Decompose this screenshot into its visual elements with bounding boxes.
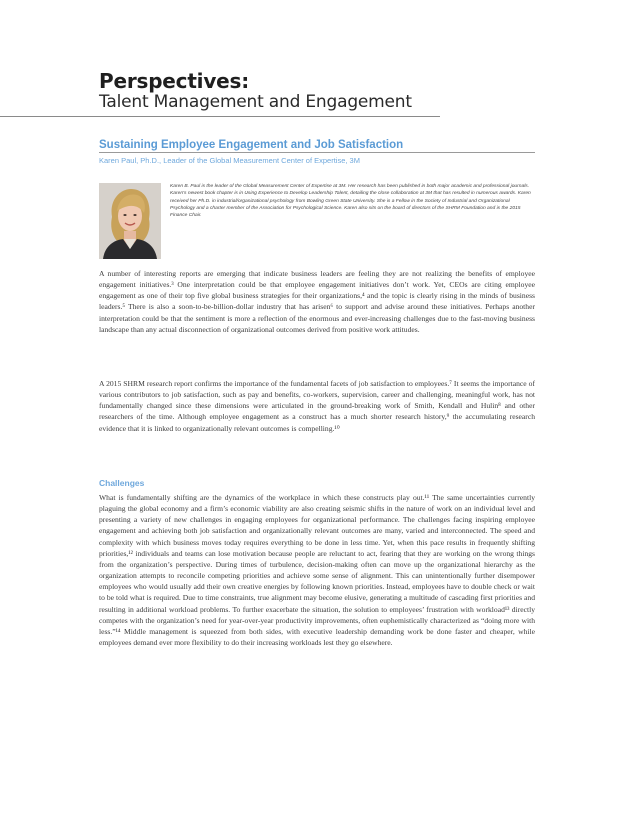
body-paragraph-1: A number of interesting reports are emerging that indicate business leaders are feeling they are not realizing the benefits of employee engagement initiatives.³ One interpretation could be that employee engagement initiatives don’t work. Yet, CEOs are citing employee engagement as one of their top five global business strategies for their organizations,⁴ and the topic is clearly rising in the minds of business leaders.⁵ There is also a soon-to-be-billion-dollar industry that has arisen⁶ to support and advise around these initiatives. Perhaps another interpretation could be that the sentiment is more a reflection of the enormous and ever-increasing challenges due to the fast-moving business landscape than any actual disconnection of organizational outcomes derived from positive work attitudes.: [99, 269, 535, 334]
section-subtitle: Talent Management and Engagement: [99, 92, 412, 112]
challenges-heading: Challenges: [99, 478, 145, 488]
article-title-divider: [99, 152, 535, 153]
author-byline: Karen Paul, Ph.D., Leader of the Global Measurement Center of Expertise, 3M: [99, 156, 360, 165]
author-photo: [99, 183, 161, 259]
challenges-paragraph: What is fundamentally shifting are the dynamics of the workplace in which these constructs play out.¹¹ The same uncertainties currently plaguing the global economy and a firm’s economic viability are also creating seismic shifts in the nature of work on an individual level and presenting a variety of new challenges in engaging employees for organizational performance. The challenges facing inspiring employee engagement and achieving both job satisfaction and organizationally relevant outcomes are many, varied and interconnected. The speed and complexity with which business moves today requires everything to be done in less time. Yet, when this pace results in frequently shifting priorities,¹² individuals and teams can lose motivation because people are reluctant to act, fearing that they are working on the wrong things from the organization’s perspective. During times of turbulence, decision-making often can move up the organizational hierarchy as the organization attempts to reconcile competing priorities and achieve some sense of alignment. This can unintentionally further disempower employees who would usually add their own creative energies by following known priorities. Instead, employees have to double check or wait to be told what is required. Due to time constraints, true alignment may become elusive, generating a multitude of cascading first priorities and resulting in additional workload problems. To further exacerbate the situation, the solution to employees’ frustration with workload¹³ directly competes with the organization’s need for year-over-year productivity improvements, often euphemistically characterized as “doing more with less.”¹⁴ Middle management is squeezed from both sides, with executive leadership demanding work be done faster and cheaper, while employees demand ever more flexibility to do their increasing workloads lest they go elsewhere.: [99, 493, 535, 648]
author-portrait-image: [99, 183, 161, 259]
header-divider: [0, 116, 440, 117]
article-title: Sustaining Employee Engagement and Job Satisfaction: [99, 139, 404, 151]
section-title: Perspectives:: [99, 69, 250, 93]
body-paragraph-2: A 2015 SHRM research report confirms the importance of the fundamental facets of job satisfaction to employees.⁷ It seems the importance of various contributors to job satisfaction, such as pay and benefits, co-workers, supervision, career and challenging, meaningful work, has not fundamentally changed since these dimensions were articulated in the ground-breaking work of Smith, Kendall and Hulin⁸ and other researchers of the time. Although employee engagement as a construct has a much shorter research history,⁹ the accumulating research evidence that it is linked to organizationally relevant outcomes is compelling.¹⁰: [99, 379, 535, 433]
author-bio: Karen B. Paul is the leader of the Global Measurement Center of Expertise at 3M. Her research has been published in both major academic and professional journals. Karen’s newest book chapter is in Using Experience to Develop Leadership Talent, detailing the close collaboration at 3M that has resulted in numerous awards. Karen received her Ph.D. in industrial/organizational psychology from Bowling Green State University. She is a Fellow in the Society of Industrial and Organizational Psychology and a charter member of the Association for Psychological Science. Karen also sits on the board of directors of the SHRM Foundation and is the 2015 Finance Chair.: [170, 184, 531, 219]
